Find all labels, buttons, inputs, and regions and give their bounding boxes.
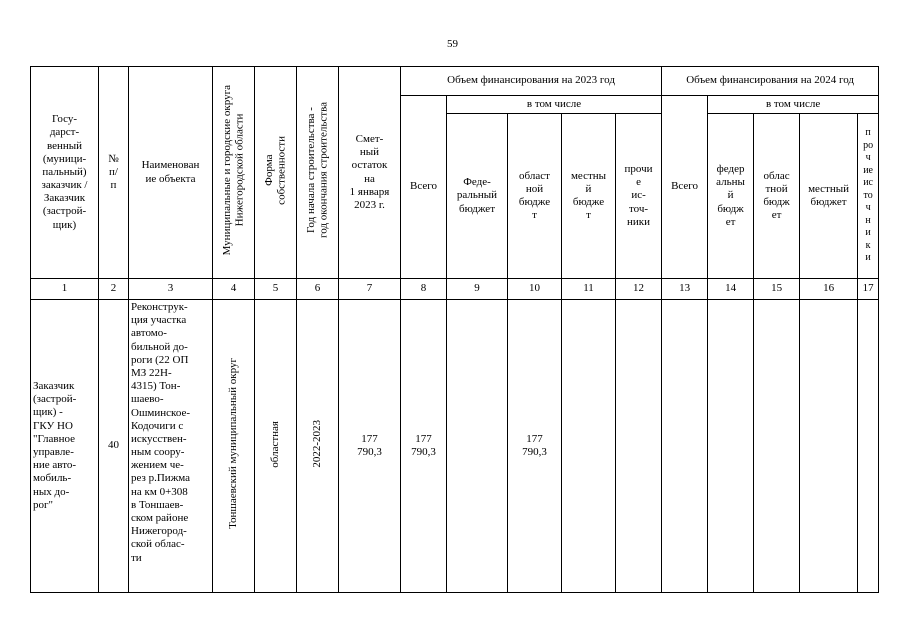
header-customer: Госу- дарст- венный (муници- пальный) заказчик / Заказчик (застрой- щик)	[31, 67, 99, 279]
cell-estimate: 177 790,3	[339, 300, 401, 593]
header-regional-2024: облас тной бюдж ет	[754, 114, 800, 279]
column-number: 8	[401, 279, 447, 300]
header-regional-2023: област ной бюдже т	[508, 114, 562, 279]
header-num: № п/ п	[99, 67, 129, 279]
column-number: 17	[858, 279, 879, 300]
header-estimate: Смет- ный остаток на 1 января 2023 г.	[339, 67, 401, 279]
header-local-2023: местны й бюдже т	[562, 114, 616, 279]
column-number-row	[31, 279, 879, 300]
header-including-2024: в том числе	[708, 96, 879, 114]
header-other-2023: прочи е ис- точ- ники	[616, 114, 662, 279]
header-federal-2023: Феде- ральный бюджет	[447, 114, 508, 279]
column-number: 10	[508, 279, 562, 300]
column-number: 5	[255, 279, 297, 300]
header-total-2024: Всего	[662, 96, 708, 279]
table-row	[31, 300, 879, 593]
cell-local-2023	[562, 300, 616, 593]
header-local-2024: местный бюджет	[800, 114, 858, 279]
column-number: 3	[129, 279, 213, 300]
cell-total-2024	[662, 300, 708, 593]
header-fin-2024: Объем финансирования на 2024 год	[662, 67, 879, 96]
cell-total-2023: 177 790,3	[401, 300, 447, 593]
column-number: 4	[213, 279, 255, 300]
header-row-1	[31, 67, 879, 96]
column-number: 13	[662, 279, 708, 300]
cell-regional-2023: 177 790,3	[508, 300, 562, 593]
header-ownership: Форма собственности	[255, 67, 297, 279]
header-other-2024: п ро ч ие ис то ч н и к и	[858, 114, 879, 279]
header-including-2023: в том числе	[447, 96, 662, 114]
column-number: 9	[447, 279, 508, 300]
column-number: 11	[562, 279, 616, 300]
header-federal-2024: федер альны й бюдж ет	[708, 114, 754, 279]
column-number: 2	[99, 279, 129, 300]
cell-federal-2024	[708, 300, 754, 593]
header-years: Год начала строительства - год окончания строительства	[297, 67, 339, 279]
cell-regional-2024	[754, 300, 800, 593]
cell-other-2024	[858, 300, 879, 593]
column-number: 1	[31, 279, 99, 300]
cell-ownership: областная	[255, 300, 297, 593]
cell-federal-2023	[447, 300, 508, 593]
cell-customer: Заказчик (застрой- щик) - ГКУ НО "Главное управле- ние авто- мобиль- ных до- рог"	[31, 300, 99, 593]
column-number: 6	[297, 279, 339, 300]
page-number: 59	[447, 38, 458, 50]
column-number: 14	[708, 279, 754, 300]
cell-num: 40	[99, 300, 129, 593]
column-number: 7	[339, 279, 401, 300]
column-number: 12	[616, 279, 662, 300]
financing-table	[30, 66, 879, 593]
header-municipality: Муниципальные и городские округа Нижегородской области	[213, 67, 255, 279]
cell-other-2023	[616, 300, 662, 593]
header-total-2023: Всего	[401, 96, 447, 279]
cell-municipality: Тоншаевский муниципальный округ	[213, 300, 255, 593]
cell-years: 2022-2023	[297, 300, 339, 593]
cell-local-2024	[800, 300, 858, 593]
header-fin-2023: Объем финансирования на 2023 год	[401, 67, 662, 96]
column-number: 15	[754, 279, 800, 300]
header-object-name: Наименован ие объекта	[129, 67, 213, 279]
column-number: 16	[800, 279, 858, 300]
cell-object-name: Реконструк- ция участка автомо- бильной до- роги (22 ОП МЗ 22Н- 4315) Тон- шаево- Ошминское- Кодочиги с искусствен- ным соору- жением че- рез р.Пижма на км 0+308 в Тоншаев- ском районе Нижегород- ской облас- ти	[129, 300, 213, 593]
